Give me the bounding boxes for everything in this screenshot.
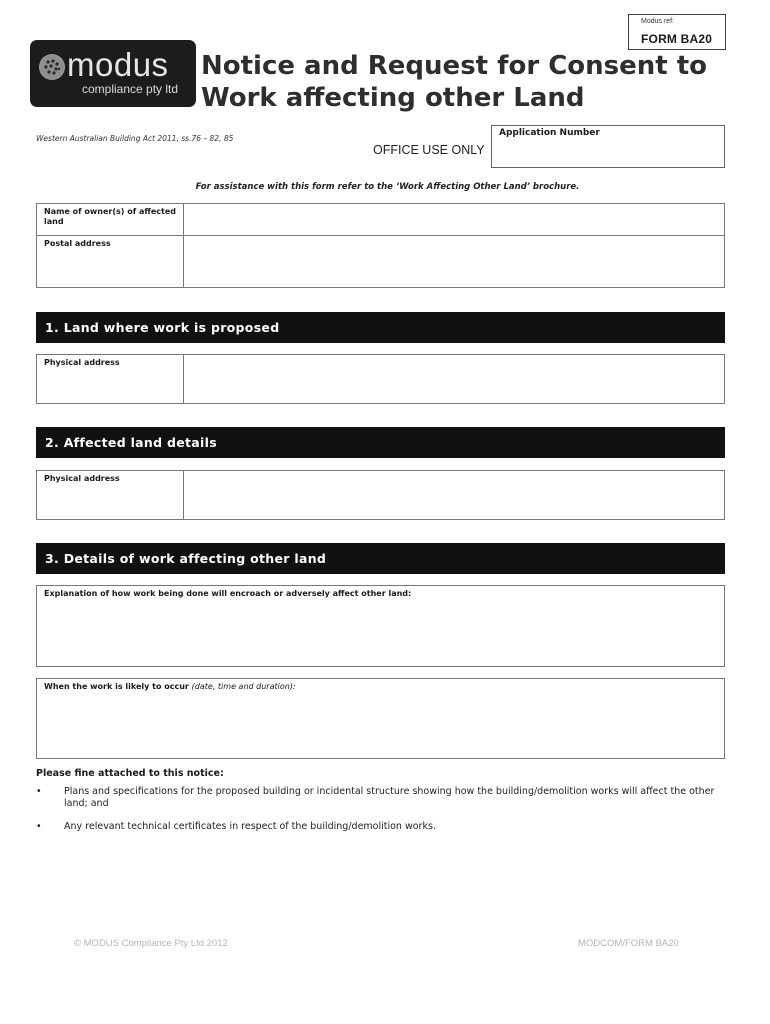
section-2-title: 2. Affected land details	[45, 435, 217, 450]
logo-globe-icon	[39, 54, 65, 80]
section-3-header	[36, 543, 725, 574]
section-1-table	[36, 354, 725, 404]
office-use-label: OFFICE USE ONLY	[373, 143, 485, 157]
section-2-label-cell	[37, 471, 184, 519]
page-title	[201, 50, 741, 114]
postal-address-input[interactable]	[185, 236, 724, 287]
work-explanation-field[interactable]	[36, 585, 725, 667]
owner-name-input[interactable]	[185, 204, 724, 235]
footer-copyright: © MODUS Compliance Pty Ltd 2012	[74, 938, 228, 949]
title-line-1: Notice and Request for Consent to	[201, 51, 708, 81]
application-number-label: Application Number	[499, 128, 600, 138]
owner-details-table	[36, 203, 725, 288]
attachment-item	[36, 786, 716, 810]
section-3-title: 3. Details of work affecting other land	[45, 551, 327, 566]
form-code: FORM BA20	[641, 32, 713, 46]
attachment-item	[36, 821, 716, 833]
section-2-header	[36, 427, 725, 458]
section-2-address-label: Physical address	[44, 474, 120, 483]
work-explanation-label: Explanation of how work being done will encroach or adversely affect other land:	[44, 589, 412, 598]
application-number-field[interactable]	[491, 125, 725, 168]
section-1-address-input[interactable]	[185, 355, 724, 403]
work-timing-field[interactable]	[36, 678, 725, 759]
assistance-note: For assistance with this form refer to the ‘Work Affecting Other Land’ brochure.	[195, 182, 580, 192]
section-1-address-label: Physical address	[44, 358, 120, 367]
work-timing-label	[37, 679, 724, 694]
footer-form-code: MODCOM/FORM BA20	[578, 938, 679, 949]
section-1-label-cell	[37, 355, 184, 403]
section-1-address-row	[37, 355, 724, 403]
postal-address-label: Postal address	[44, 239, 111, 248]
owner-name-label: Name of owner(s) of affected land	[44, 207, 176, 226]
bullet-icon: •	[36, 821, 42, 832]
act-reference: Western Australian Building Act 2011, ss.76 – 82, 85	[36, 134, 234, 143]
modus-logo	[30, 40, 196, 107]
section-1-title: 1. Land where work is proposed	[45, 320, 280, 335]
owner-name-label-cell	[37, 204, 184, 235]
logo-tagline: compliance pty ltd	[82, 82, 179, 96]
ref-label: Modus ref:	[641, 18, 675, 25]
postal-address-label-cell	[37, 236, 184, 287]
title-line-2: Work affecting other Land	[201, 83, 585, 113]
bullet-icon: •	[36, 786, 42, 797]
section-2-address-input[interactable]	[185, 471, 724, 519]
owner-name-row	[37, 204, 724, 236]
attachments-heading: Please fine attached to this notice:	[36, 768, 224, 779]
logo-wordmark: modus	[67, 46, 169, 83]
postal-address-row	[37, 236, 724, 287]
section-1-header	[36, 312, 725, 343]
work-timing-label-text: When the work is likely to occur	[44, 682, 189, 691]
section-2-address-row	[37, 471, 724, 519]
work-timing-hint: (date, time and duration):	[191, 682, 296, 691]
attachment-item-text: Plans and specifications for the proposed building or incidental structure showing how the building/demolition works will affect the other land; and	[64, 786, 715, 809]
form-reference-box	[628, 14, 726, 50]
attachment-item-text: Any relevant technical certificates in respect of the building/demolition works.	[64, 821, 436, 832]
section-2-table	[36, 470, 725, 520]
